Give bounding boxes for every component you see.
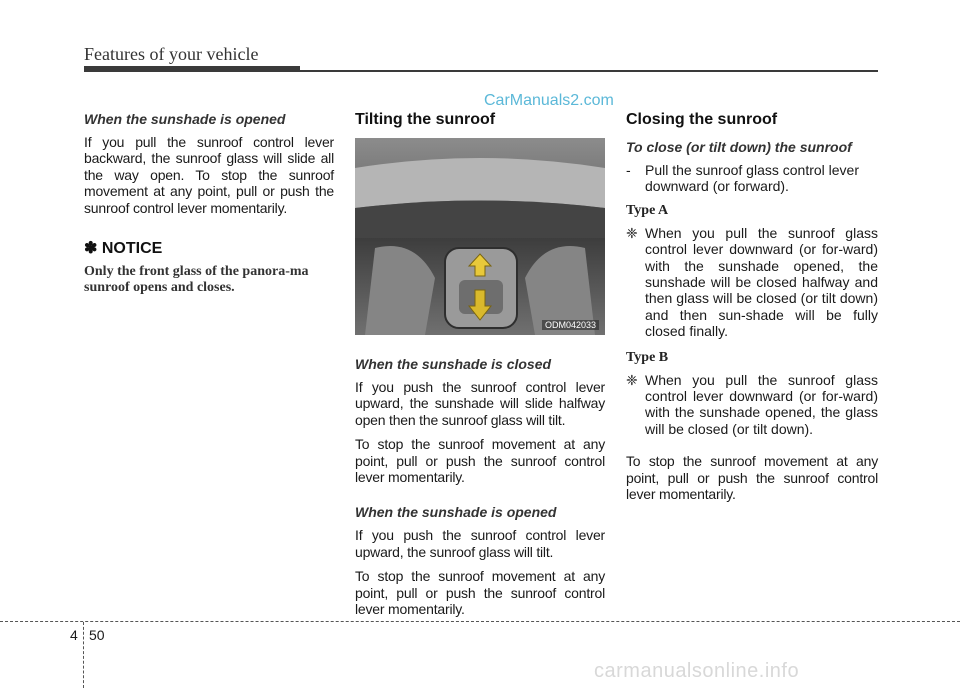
sunroof-control-illustration [355, 138, 605, 335]
subheading-sunshade-opened: When the sunshade is opened [84, 111, 286, 127]
subheading-sunshade-opened-2: When the sunshade is opened [355, 504, 557, 521]
sunroof-control-figure [355, 138, 605, 335]
chapter-number: 4 [70, 627, 78, 643]
notice-body: Only the front glass of the panora-ma sunroof opens and closes. [84, 264, 309, 296]
watermark-bottom: carmanualsonline.info [594, 660, 800, 682]
column-1 [84, 110, 334, 297]
bullet-mark-icon: ❈ [626, 371, 638, 388]
paragraph-stop-movement-3: To stop the sunroof movement at any point, pull or push the sunroof control lever momentarily. [626, 453, 878, 503]
paragraph-stop-movement-1: To stop the sunroof movement at any point, pull or push the sunroof control lever momentarily. [355, 436, 605, 486]
notice-title: NOTICE [101, 240, 163, 258]
paragraph-stop-movement-2: To stop the sunroof movement at any point, pull or push the sunroof control lever momentarily. [355, 568, 605, 618]
dash-item-pull-lever [626, 162, 878, 195]
header-rule [300, 70, 878, 72]
column-3 [626, 110, 878, 511]
footer-divider [83, 622, 84, 688]
figure-code: ODM042033 [542, 320, 599, 330]
paragraph-pull-backward: If you pull the sunroof control lever backward, the sunroof glass will slide all the way open. To stop the sunroof movement at any point, pull or push the sunroof control lever momentarily. [84, 134, 334, 216]
bullet-type-a-text: When you pull the sunroof glass control lever downward (or for-ward) with the sunshade opened, the sunshade will be closed halfway and then glass will be closed (or tilt down) and then sun-shade will be fully closed finally. [645, 224, 878, 340]
dash-mark: - [626, 162, 631, 178]
heading-closing: Closing the sunroof [626, 111, 778, 128]
notice-heading [84, 238, 334, 258]
column-2 [355, 110, 605, 625]
page-header-title: Features of your vehicle [84, 44, 259, 64]
page-number: 50 [89, 627, 105, 643]
bullet-type-b-text: When you pull the sunroof glass control lever downward (or for-ward) with the sunshade opened, the glass will be closed (or tilt down). [645, 371, 878, 437]
paragraph-push-upward-closed: If you push the sunroof control lever upward, the sunshade will slide halfway open then the sunroof glass will tilt. [355, 379, 605, 428]
bullet-type-b [626, 372, 878, 438]
watermark-top: CarManuals2.com [484, 92, 614, 109]
bullet-mark-icon: ❈ [626, 224, 638, 241]
subheading-sunshade-closed: When the sunshade is closed [355, 356, 552, 372]
subheading-close-tilt: To close (or tilt down) the sunroof [626, 139, 852, 155]
footer-rule [0, 621, 960, 622]
type-a-heading: Type A [626, 202, 669, 218]
dash-text: Pull the sunroof glass control lever downward (or forward). [645, 162, 859, 195]
header-bar [84, 66, 300, 72]
notice-icon: ✽ [84, 240, 98, 258]
bullet-type-a [626, 225, 878, 340]
heading-tilting: Tilting the sunroof [355, 111, 496, 128]
paragraph-push-upward-opened: If you push the sunroof control lever upward, the sunroof glass will tilt. [355, 527, 605, 560]
type-b-heading: Type B [626, 349, 669, 365]
